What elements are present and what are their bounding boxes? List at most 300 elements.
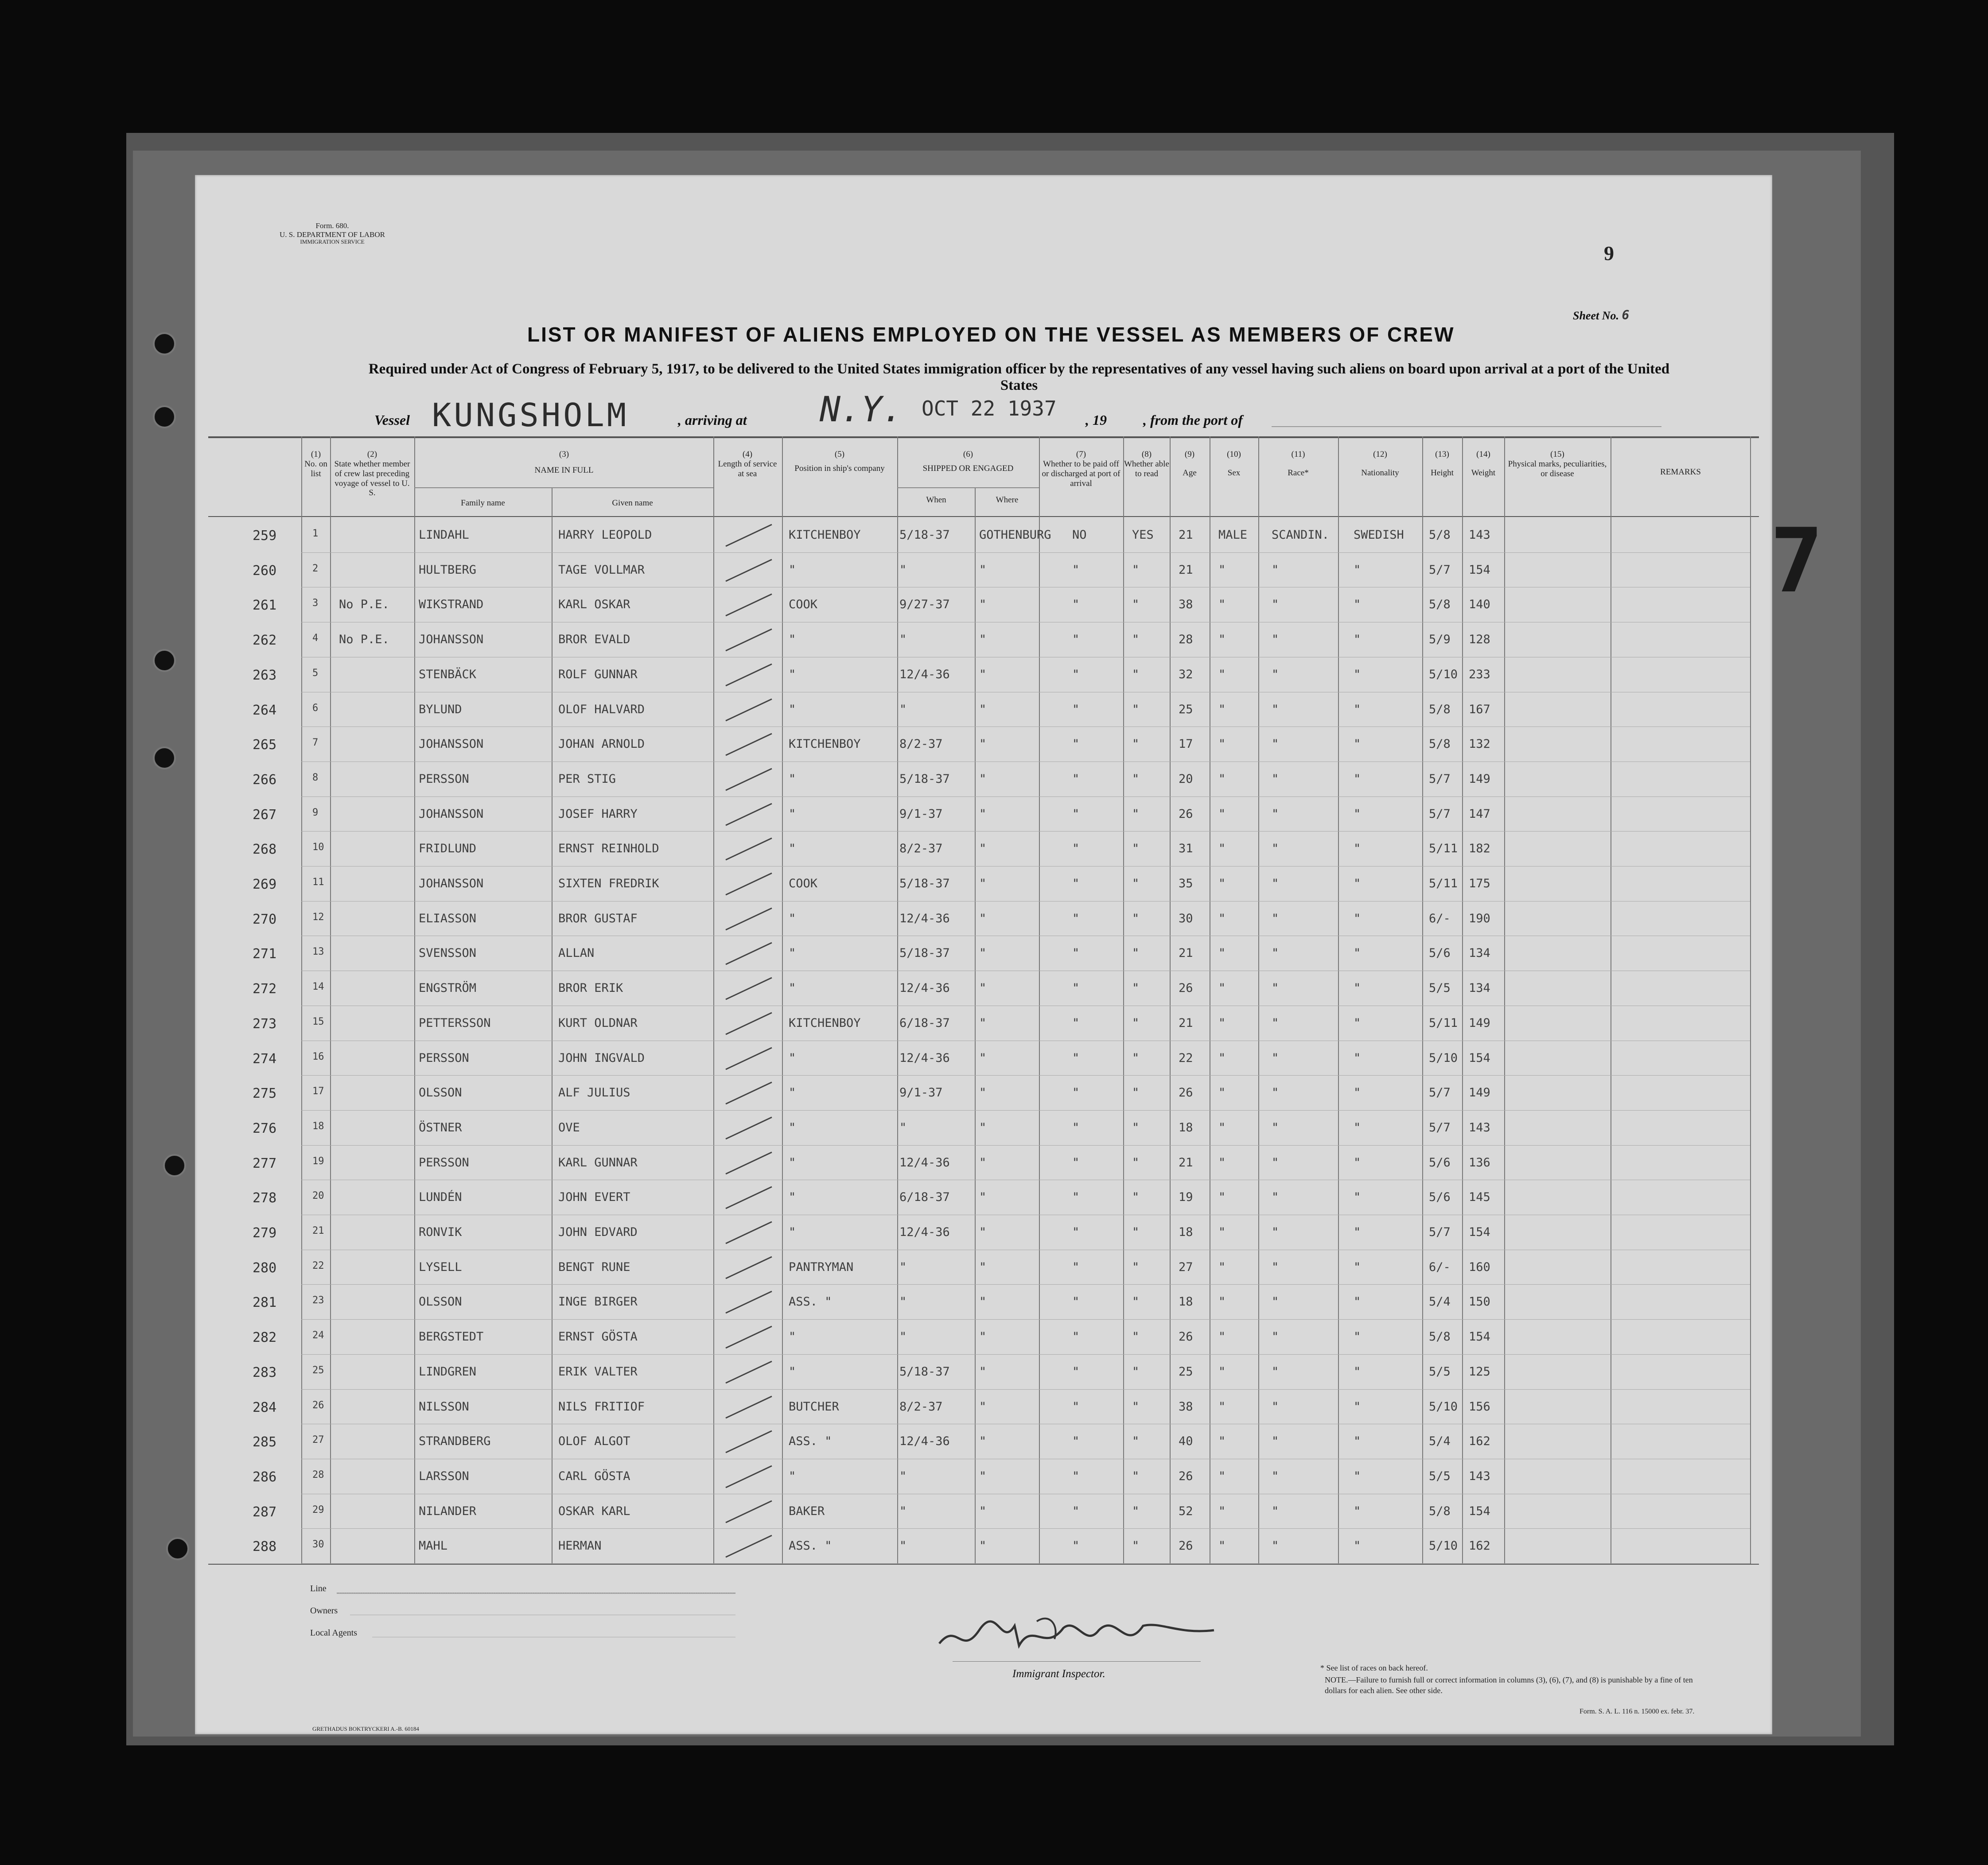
binder-hole [153,649,176,672]
row-sex: " [1218,1260,1226,1274]
row-read: " [1132,772,1140,786]
row-weight: 145 [1469,1190,1490,1204]
row-read: " [1132,1016,1140,1030]
row-sex: " [1218,1120,1226,1135]
printer-credit: GRETHADUS BOKTRYCKERI A.-B. 60184 [312,1725,419,1732]
row-height: 5/11 [1429,842,1458,856]
row-no: 14 [312,981,324,993]
service-slash-mark [722,661,775,688]
row-weight: 132 [1469,737,1490,751]
row-sex: " [1218,772,1226,786]
row-given-name: KARL OSKAR [558,598,630,612]
row-paid-off: " [1072,807,1080,821]
row-height: 5/5 [1429,1364,1451,1379]
row-family-name: SVENSSON [419,946,477,960]
row-age: 27 [1179,1260,1193,1274]
row-family-name: STRANDBERG [419,1434,491,1449]
row-family-name: OLSSON [419,1295,462,1309]
row-given-name: KARL GUNNAR [558,1155,638,1170]
row-race: " [1272,598,1279,612]
row-read: " [1132,911,1140,925]
row-no: 28 [312,1469,324,1480]
row-age: 19 [1179,1190,1193,1204]
line-label: Line [310,1584,327,1593]
row-given-name: JOSEF HARRY [558,807,638,821]
row-paid-off: " [1072,1155,1080,1170]
row-no: 4 [312,633,319,644]
row-position: " [789,1086,796,1100]
row-age: 26 [1179,1330,1193,1344]
row-nationality: " [1354,946,1361,960]
row-given-name: BROR EVALD [558,633,630,647]
row-height: 5/4 [1429,1434,1451,1449]
row-family-name: PERSSON [419,772,469,786]
row-weight: 182 [1469,842,1490,856]
row-age: 28 [1179,633,1193,647]
row-weight: 134 [1469,981,1490,995]
row-age: 38 [1179,1399,1193,1414]
inspector-label: Immigrant Inspector. [1012,1668,1105,1680]
inspector-line [953,1661,1201,1662]
row-given-name: ERNST GÖSTA [558,1330,638,1344]
row-nationality: " [1354,1330,1361,1344]
row-seq: 264 [253,702,277,718]
col-header-weight [1463,450,1504,478]
row-age: 21 [1179,1016,1193,1030]
row-nationality: " [1354,1225,1361,1239]
table-row [301,1563,1750,1564]
row-where: " [979,1155,987,1170]
row-race: " [1272,1120,1279,1135]
row-given-name: HARRY LEOPOLD [558,528,652,542]
row-family-name: NILANDER [419,1504,477,1518]
row-when: 12/4-36 [899,667,950,681]
row-where: " [979,702,987,716]
col-divider [782,436,783,1564]
row-no: 26 [312,1399,324,1411]
row-sex: " [1218,1399,1226,1414]
row-given-name: PER STIG [558,772,616,786]
col-header-where: Where [996,495,1019,505]
row-nationality: " [1354,1434,1361,1449]
row-nationality: " [1354,911,1361,925]
row-given-name: ALF JULIUS [558,1086,630,1100]
row-age: 26 [1179,1469,1193,1483]
row-no: 27 [312,1434,324,1446]
row-seq: 274 [253,1051,277,1067]
row-race: " [1272,563,1279,577]
row-weight: 154 [1469,1504,1490,1518]
row-age: 26 [1179,1539,1193,1553]
row-nationality: " [1354,1155,1361,1170]
row-height: 5/8 [1429,528,1451,542]
row-family-name: JOHANSSON [419,877,484,890]
row-height: 6/- [1429,1260,1451,1274]
page-number: 9 [1604,242,1614,264]
row-read: " [1132,702,1140,716]
row-paid-off: " [1072,598,1080,612]
row-when: 9/27-37 [899,598,950,612]
col-label: Nationality [1361,468,1399,478]
row-where: " [979,981,987,995]
row-seq: 275 [253,1086,277,1102]
row-position: " [789,1330,796,1344]
row-paid-off: " [1072,1225,1080,1239]
service-slash-mark [722,1498,775,1525]
row-paid-off: " [1072,1330,1080,1344]
row-position: " [789,842,796,856]
row-read: " [1132,1330,1140,1344]
row-seq: 284 [253,1399,277,1415]
row-weight: 154 [1469,1225,1490,1239]
row-where: " [979,1051,987,1065]
col-header-prev-voyage [331,450,413,498]
row-when: 12/4-36 [899,1051,950,1065]
col-divider [1422,436,1423,1564]
row-sex: " [1218,633,1226,647]
row-race: " [1272,946,1279,960]
row-paid-off: " [1072,1086,1080,1100]
row-height: 5/8 [1429,702,1451,716]
row-seq: 261 [253,598,277,614]
service-slash-mark [722,522,775,548]
row-position: " [789,1469,796,1483]
service-slash-mark [722,1184,775,1211]
col-num: (1) [311,450,321,459]
service-slash-mark [722,1115,775,1141]
row-race: " [1272,1086,1279,1100]
col-header-height [1423,450,1461,478]
service-slash-mark [722,905,775,932]
row-no: 30 [312,1539,324,1550]
row-sex: " [1218,1051,1226,1065]
row-position: BUTCHER [789,1399,839,1414]
row-race: " [1272,1155,1279,1170]
row-seq: 268 [253,842,277,858]
row-family-name: STENBÄCK [419,667,477,681]
row-paid-off: " [1072,1364,1080,1379]
row-sex: " [1218,1364,1226,1379]
row-no: 9 [312,807,319,818]
col-header-when: When [926,495,946,505]
vessel-label: Vessel [374,412,410,428]
row-read: " [1132,1225,1140,1239]
row-position: " [789,702,796,716]
row-seq: 276 [253,1120,277,1136]
row-given-name: BROR GUSTAF [558,911,638,925]
row-nationality: " [1354,598,1361,612]
row-height: 5/11 [1429,877,1458,890]
row-seq: 278 [253,1190,277,1206]
row-paid-off: " [1072,877,1080,890]
row-position: " [789,911,796,925]
name-subheader-rule [414,487,713,488]
row-seq: 287 [253,1504,277,1520]
col-header-sex [1210,450,1257,478]
row-where: " [979,667,987,681]
col-divider [713,436,714,1564]
row-paid-off: " [1072,1190,1080,1204]
row-when: " [899,1295,907,1309]
row-where: " [979,1086,987,1100]
row-age: 18 [1179,1120,1193,1135]
table-header-rule [208,516,1759,517]
col-label: State whether member of crew last preceding voyage of vessel to U. S. [334,459,410,498]
row-nationality: " [1354,702,1361,716]
row-nationality: " [1354,1539,1361,1553]
row-age: 21 [1179,1155,1193,1170]
row-when: 12/4-36 [899,1155,950,1170]
row-nationality: " [1354,1086,1361,1100]
row-paid-off: " [1072,1120,1080,1135]
row-paid-off: " [1072,1399,1080,1414]
col-divider [330,436,331,1564]
col-divider [1123,436,1124,1564]
row-where: " [979,1120,987,1135]
row-age: 21 [1179,946,1193,960]
row-when: " [899,633,907,647]
service-slash-mark [722,591,775,618]
row-nationality: SWEDISH [1354,528,1404,542]
row-position: " [789,807,796,821]
row-when: 6/18-37 [899,1016,950,1030]
row-position: COOK [789,877,818,890]
service-slash-mark [722,1219,775,1246]
row-read: YES [1132,528,1154,542]
row-read: " [1132,1504,1140,1518]
row-family-name: LINDAHL [419,528,469,542]
row-weight: 190 [1469,911,1490,925]
row-age: 30 [1179,911,1193,925]
row-sex: " [1218,1190,1226,1204]
row-paid-off: " [1072,1260,1080,1274]
row-paid-off: " [1072,1016,1080,1030]
row-family-name: LYSELL [419,1260,462,1274]
row-weight: 149 [1469,1016,1490,1030]
sheet-value: 6 [1622,308,1630,322]
row-where: " [979,1190,987,1204]
row-age: 17 [1179,737,1193,751]
col-num: (15) [1550,450,1564,459]
row-sex: " [1218,1086,1226,1100]
row-when: " [899,1469,907,1483]
col-divider [1504,436,1505,1564]
col-divider [1258,436,1259,1564]
service-slash-mark [722,696,775,723]
col-num: (11) [1291,450,1305,459]
arriving-port: N.Y. [820,390,903,430]
service-slash-mark [722,975,775,1002]
col-num: (13) [1435,450,1449,459]
row-race: " [1272,633,1279,647]
row-sex: " [1218,1155,1226,1170]
col-divider [1462,436,1463,1564]
row-race: " [1272,702,1279,716]
row-prev-voyage: No P.E. [339,633,389,647]
row-height: 5/8 [1429,598,1451,612]
row-family-name: ENGSTRÖM [419,981,477,995]
row-seq: 279 [253,1225,277,1241]
row-no: 10 [312,842,324,853]
row-family-name: LARSSON [419,1469,469,1483]
row-sex: " [1218,807,1226,821]
service-slash-mark [722,940,775,967]
service-slash-mark [722,1359,775,1385]
row-height: 5/7 [1429,1225,1451,1239]
table-row [301,1284,1750,1285]
row-race: " [1272,1539,1279,1553]
row-race: " [1272,772,1279,786]
col-divider [414,436,415,1564]
manifest-subtitle: Required under Act of Congress of February 5, 1917, to be delivered to the United States immigration officer by the representatives of any vessel having such aliens on board upon arrival at a port of the United States [368,361,1670,393]
row-age: 20 [1179,772,1193,786]
row-family-name: JOHANSSON [419,807,484,821]
row-when: 6/18-37 [899,1190,950,1204]
arrival-date: OCT 22 1937 [922,396,1057,420]
col-header-shipped [898,450,1038,474]
row-read: " [1132,946,1140,960]
row-nationality: " [1354,1120,1361,1135]
col-label: SHIPPED OR ENGAGED [922,463,1014,473]
row-where: " [979,807,987,821]
row-where: " [979,1434,987,1449]
row-paid-off: NO [1072,528,1087,542]
row-nationality: " [1354,1190,1361,1204]
row-no: 22 [312,1260,324,1271]
row-family-name: PERSSON [419,1155,469,1170]
row-where: " [979,598,987,612]
col-header-nationality [1339,450,1421,478]
row-race: " [1272,1504,1279,1518]
row-seq: 282 [253,1330,277,1346]
row-race: " [1272,1434,1279,1449]
service-slash-mark [722,1045,775,1072]
row-read: " [1132,807,1140,821]
binder-hole [153,332,176,355]
row-when: 5/18-37 [899,772,950,786]
row-family-name: LUNDÉN [419,1190,462,1204]
row-sex: " [1218,1504,1226,1518]
row-given-name: ROLF GUNNAR [558,667,638,681]
row-paid-off: " [1072,946,1080,960]
col-header-read [1124,450,1169,479]
row-read: " [1132,1051,1140,1065]
row-given-name: CARL GÖSTA [558,1469,630,1483]
row-weight: 134 [1469,946,1490,960]
service-slash-mark [722,1394,775,1420]
col-num: (5) [834,450,845,459]
row-height: 5/4 [1429,1295,1451,1309]
table-row [301,1389,1750,1390]
row-height: 5/7 [1429,772,1451,786]
col-num: (2) [367,450,377,459]
row-nationality: " [1354,1364,1361,1379]
row-race: " [1272,1364,1279,1379]
row-given-name: OLOF ALGOT [558,1434,630,1449]
col-label: Height [1431,468,1454,478]
row-race: " [1272,842,1279,856]
row-seq: 271 [253,946,277,962]
from-port-line [1272,426,1661,427]
row-seq: 288 [253,1539,277,1555]
manifest-title: LIST OR MANIFEST OF ALIENS EMPLOYED ON THE VESSEL AS MEMBERS OF CREW [527,323,1455,346]
row-height: 5/10 [1429,1051,1458,1065]
row-race: SCANDIN. [1272,528,1330,542]
col-header-given: Given name [612,498,653,508]
row-read: " [1132,563,1140,577]
row-position: KITCHENBOY [789,737,861,751]
service-slash-mark [722,1463,775,1490]
row-height: 5/8 [1429,737,1451,751]
vessel-name: KUNGSHOLM [432,396,629,434]
col-label: Weight [1471,468,1496,478]
row-seq: 272 [253,981,277,997]
row-paid-off: " [1072,702,1080,716]
row-seq: 269 [253,877,277,892]
service-slash-mark [722,1010,775,1037]
row-position: " [789,772,796,786]
row-seq: 281 [253,1295,277,1311]
row-sex: " [1218,842,1226,856]
row-when: 5/18-37 [899,946,950,960]
row-no: 21 [312,1225,324,1236]
row-paid-off: " [1072,737,1080,751]
row-weight: 128 [1469,633,1490,647]
row-where: " [979,1399,987,1414]
row-age: 52 [1179,1504,1193,1518]
form-footer: Form. S. A. L. 116 n. 15000 ex. febr. 37. [1580,1708,1695,1715]
row-seq: 283 [253,1364,277,1380]
row-read: " [1132,633,1140,647]
row-weight: 233 [1469,667,1490,681]
row-when: 12/4-36 [899,911,950,925]
binder-hole [163,1154,186,1177]
row-age: 26 [1179,1086,1193,1100]
col-num: (6) [963,450,973,459]
row-when: " [899,563,907,577]
row-seq: 263 [253,667,277,683]
service-name: IMMIGRATION SERVICE [300,238,365,245]
row-height: 5/7 [1429,1086,1451,1100]
row-no: 7 [312,737,319,749]
row-weight: 154 [1469,1330,1490,1344]
inspector-signature [930,1604,1232,1670]
row-nationality: " [1354,667,1361,681]
row-no: 11 [312,877,324,888]
row-race: " [1272,1295,1279,1309]
row-weight: 149 [1469,1086,1490,1100]
col-header-service [714,450,781,479]
row-age: 21 [1179,563,1193,577]
row-age: 32 [1179,667,1193,681]
col-divider [975,487,976,1564]
row-sex: " [1218,737,1226,751]
service-slash-mark [722,626,775,653]
table-row [301,1528,1750,1529]
col-divider [1039,436,1040,1564]
row-prev-voyage: No P.E. [339,598,389,612]
row-nationality: " [1354,1399,1361,1414]
row-where: " [979,633,987,647]
row-read: " [1132,1539,1140,1553]
arriving-label: , arriving at [678,412,747,428]
row-read: " [1132,1399,1140,1414]
row-when: " [899,1539,907,1553]
col-num: (3) [559,450,569,459]
col-label: Whether able to read [1124,459,1169,478]
row-where: " [979,1539,987,1553]
row-when: 9/1-37 [899,1086,943,1100]
